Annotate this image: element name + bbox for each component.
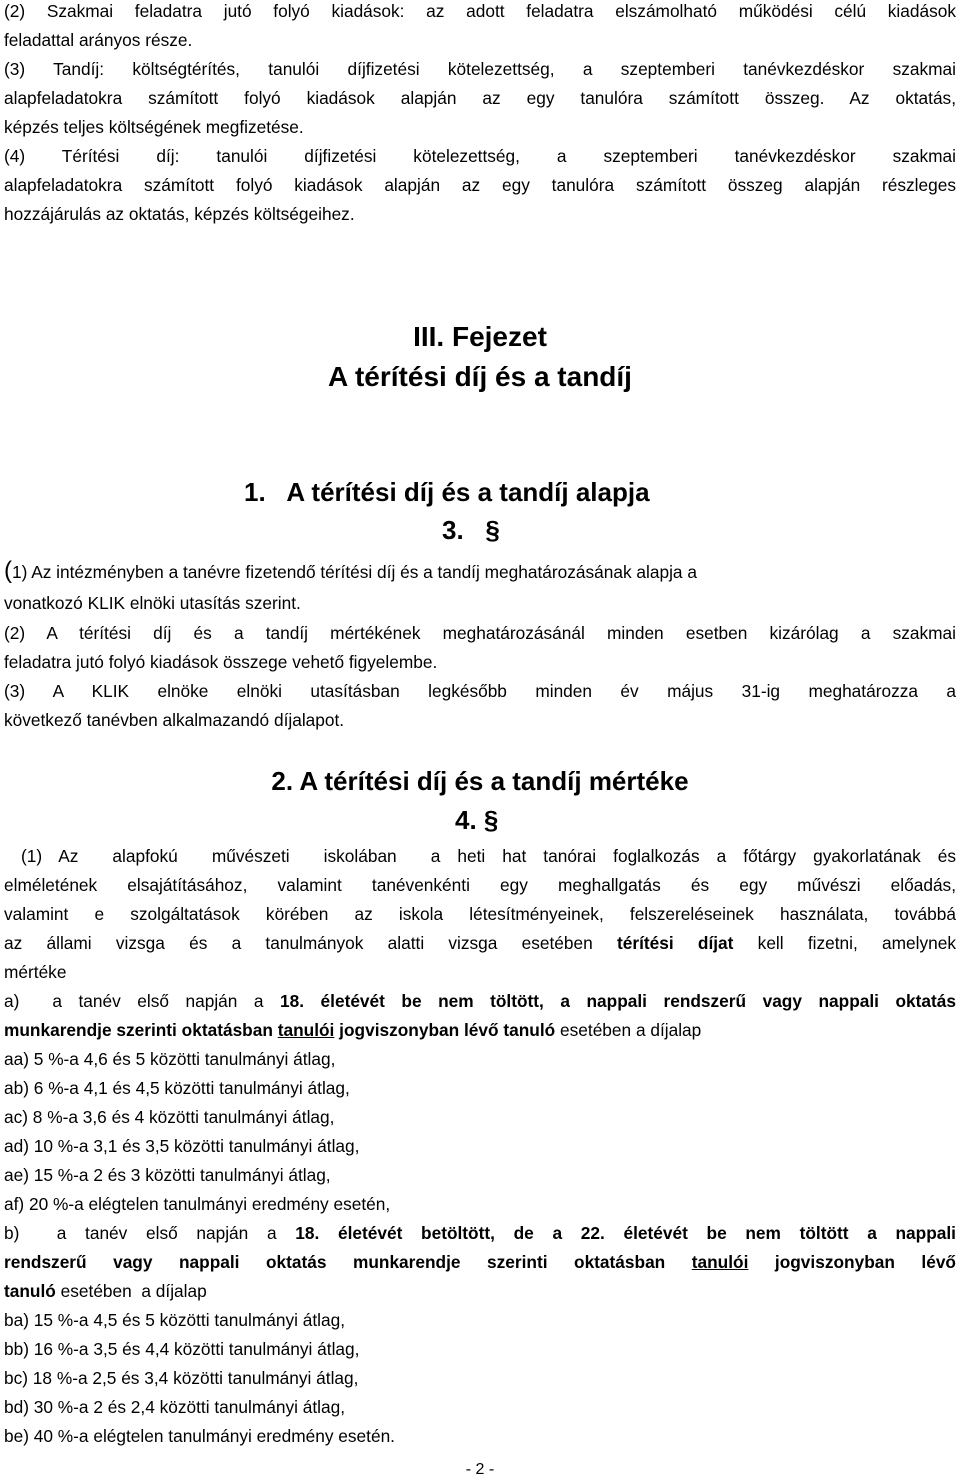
s2-intro-line5: mértéke: [4, 962, 67, 982]
top-p3-line3: képzés teljes költségének megfizetése.: [4, 117, 304, 137]
s1-p1-line2: vonatkozó KLIK elnöki utasítás szerint.: [4, 593, 301, 613]
s1-p1-paren: (: [4, 557, 12, 584]
chapter-title: A térítési díj és a tandíj: [328, 361, 632, 392]
s2-intro-line2: elméletének elsajátításához, valamint tanévenkénti egy meghallgatás és egy művészi előadás,: [4, 875, 956, 895]
s2-b-line1: [4, 1222, 956, 1244]
section-1-heading: 1. A térítési díj és a tandíj alapja: [244, 477, 650, 507]
s2-intro-line4: [4, 932, 956, 954]
s2-a-item-ae: ae) 15 %-a 2 és 3 közötti tanulmányi átlag,: [4, 1165, 331, 1185]
s2-a2-bold1: munkarendje szerinti oktatásban: [4, 1020, 273, 1040]
top-p4-line2: alapfeladatokra számított folyó kiadások alapján az egy tanulóra számított összeg alapján részleges: [4, 175, 956, 195]
s1-p3-line1: (3) A KLIK elnöke elnöki utasításban legkésőbb minden év május 31-ig meghatározza a: [4, 681, 956, 701]
s2-b2-underline: tanulói: [691, 1252, 749, 1272]
s2-b-line2: [4, 1251, 956, 1273]
s2-intro-line4-post: kell fizetni, amelynek: [757, 933, 956, 953]
s2-a-item-af: af) 20 %-a elégtelen tanulmányi eredmény esetén,: [4, 1194, 391, 1214]
s2-b-item-bd: bd) 30 %-a 2 és 2,4 közötti tanulmányi átlag,: [4, 1397, 346, 1417]
s1-p2-line1: (2) A térítési díj és a tandíj mértékének meghatározásánál minden esetben kizárólag a szakmai: [4, 623, 956, 643]
s1-p1-line1: [4, 557, 956, 584]
paragraph-4-heading: 4. §: [455, 805, 499, 835]
s2-b-pre: b) a tanév első napján a: [4, 1223, 277, 1243]
s2-b-item-be: be) 40 %-a elégtelen tanulmányi eredmény esetén.: [4, 1426, 395, 1446]
s2-a-pre: a) a tanév első napján a: [4, 991, 264, 1011]
s2-a-line1: [4, 990, 956, 1012]
section-2-heading: 2. A térítési díj és a tandíj mértéke: [271, 766, 689, 796]
top-p4-line1: (4) Térítési díj: tanulói díjfizetési kötelezettség, a szeptemberi tanévkezdéskor szakmai: [4, 146, 956, 166]
s2-a-bold: 18. életévét be nem töltött, a nappali rendszerű vagy nappali oktatás: [280, 991, 956, 1011]
page-number: - 2 -: [465, 1461, 495, 1478]
top-p2-line1: (2) Szakmai feladatra jutó folyó kiadások: az adott feladatra elszámolható működési célú kiadások: [4, 1, 956, 21]
top-p2-line2: feladattal arányos része.: [4, 30, 193, 50]
s2-b3-post: esetében a díjalap: [60, 1281, 207, 1301]
s2-intro-line4-bold: térítési díjat: [616, 933, 734, 953]
s2-a-item-aa: aa) 5 %-a 4,6 és 5 közötti tanulmányi átlag,: [4, 1049, 336, 1069]
s2-a2-post: esetében a díjalap: [560, 1020, 702, 1040]
s2-a-item-ac: ac) 8 %-a 3,6 és 4 közötti tanulmányi átlag,: [4, 1107, 335, 1127]
s2-b-item-bc: bc) 18 %-a 2,5 és 3,4 közötti tanulmányi átlag,: [4, 1368, 359, 1388]
s2-b3-bold: tanuló: [4, 1281, 56, 1301]
s2-b-item-ba: ba) 15 %-a 4,5 és 5 közötti tanulmányi átlag,: [4, 1310, 346, 1330]
paragraph-3-heading: 3. §: [442, 515, 500, 545]
s2-b2-bold1: rendszerű vagy nappali oktatás munkarendje szerinti oktatásban: [4, 1252, 666, 1272]
s1-p3-line2: következő tanévben alkalmazandó díjalapot.: [4, 710, 345, 730]
s2-a-line2: [4, 1019, 956, 1041]
s1-p2-line2: feladatra jutó folyó kiadások összege vehető figyelembe.: [4, 652, 438, 672]
s2-intro-line3: valamint e szolgáltatások körében az iskola létesítményeinek, felszereléseinek használata, továbbá: [4, 904, 956, 924]
chapter-number: III. Fejezet: [413, 321, 547, 352]
s2-b2-bold2: jogviszonyban lévő: [774, 1252, 956, 1272]
s2-a2-underline: tanulói: [277, 1020, 335, 1040]
s2-b-line3: [4, 1280, 956, 1302]
s2-b-bold: 18. életévét betöltött, de a 22. életévét be nem töltött a nappali: [295, 1223, 956, 1243]
s2-a-item-ad: ad) 10 %-a 3,1 és 3,5 közötti tanulmányi átlag,: [4, 1136, 360, 1156]
s2-a-item-ab: ab) 6 %-a 4,1 és 4,5 közötti tanulmányi átlag,: [4, 1078, 350, 1098]
s2-intro-line1: (1) Az alapfokú művészeti iskolában a heti hat tanórai foglalkozás a főtárgy gyakorlatának és: [4, 846, 956, 866]
top-p3-line1: (3) Tandíj: költségtérítés, tanulói díjfizetési kötelezettség, a szeptemberi tanévkezdéskor szakmai: [4, 59, 956, 79]
s2-a2-bold2: jogviszonyban lévő tanuló: [339, 1020, 556, 1040]
s1-p1-line1-text: 1) Az intézményben a tanévre fizetendő térítési díj és a tandíj meghatározásának alapja a: [12, 562, 697, 582]
top-p4-line3: hozzájárulás az oktatás, képzés költségeihez.: [4, 204, 355, 224]
top-p3-line2: alapfeladatokra számított folyó kiadások alapján az egy tanulóra számított összeg. Az oktatás,: [4, 88, 956, 108]
s2-b-item-bb: bb) 16 %-a 3,5 és 4,4 közötti tanulmányi átlag,: [4, 1339, 360, 1359]
s2-intro-line4-pre: az állami vizsga és a tanulmányok alatti vizsga esetében: [4, 933, 593, 953]
